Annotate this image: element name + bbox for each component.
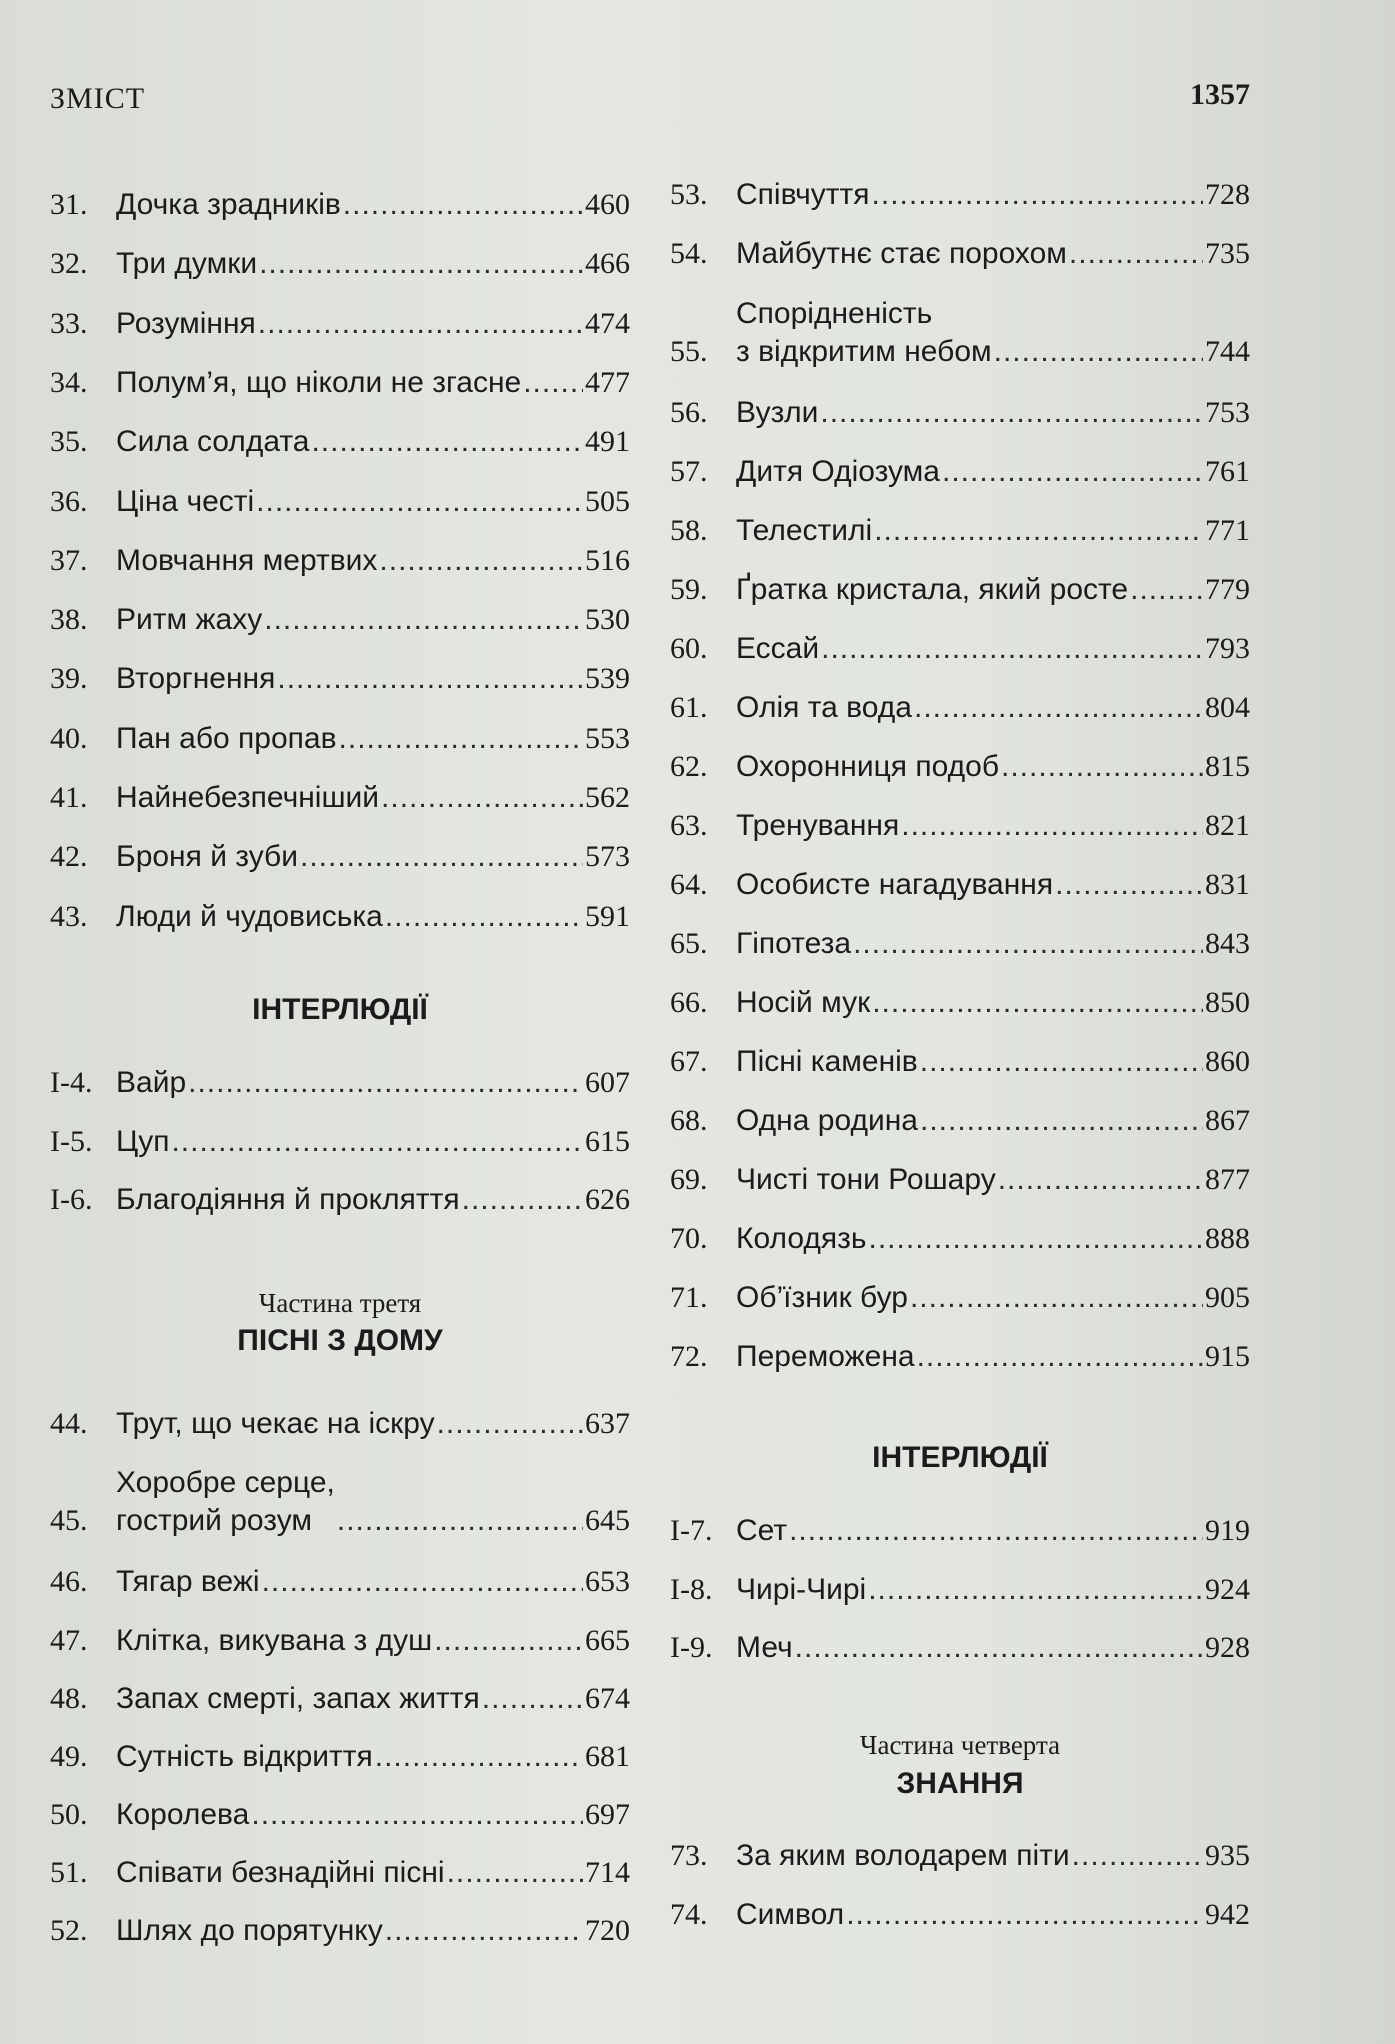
chapter-page-number: 915 bbox=[1205, 1340, 1250, 1373]
chapter-title-line1: Спорідненість bbox=[736, 297, 933, 330]
interludes-heading: ІНТЕРЛЮДІЇ bbox=[872, 1441, 1048, 1474]
toc-entry bbox=[670, 1896, 1250, 1934]
chapter-title: Найнебезпечніший bbox=[116, 781, 380, 814]
toc-entry bbox=[50, 1912, 630, 1950]
dot-leader bbox=[795, 1629, 1203, 1667]
dot-leader bbox=[869, 1220, 1203, 1258]
dot-leader bbox=[381, 779, 583, 817]
chapter-number: 60. bbox=[670, 632, 708, 665]
chapter-number: 72. bbox=[670, 1340, 708, 1373]
chapter-title: Ґратка кристала, який росте bbox=[736, 573, 1129, 606]
toc-entry bbox=[670, 1220, 1250, 1258]
chapter-page-number: 867 bbox=[1205, 1104, 1250, 1137]
toc-entry bbox=[50, 1064, 630, 1102]
chapter-page-number: 744 bbox=[1205, 335, 1250, 368]
chapter-page-number: 637 bbox=[585, 1407, 630, 1440]
chapter-number: 53. bbox=[670, 178, 708, 211]
toc-entry bbox=[670, 689, 1250, 727]
chapter-number: 61. bbox=[670, 691, 708, 724]
chapter-title: Сила солдата bbox=[116, 425, 310, 459]
chapter-page-number: 779 bbox=[1205, 573, 1250, 606]
toc-entry bbox=[50, 1464, 630, 1540]
chapter-title-line1: Хоробре серце, bbox=[116, 1466, 335, 1499]
dot-leader bbox=[300, 838, 583, 876]
dot-leader bbox=[820, 394, 1203, 432]
chapter-title: Особисте нагадування bbox=[736, 868, 1054, 901]
chapter-title: Три думки bbox=[116, 247, 258, 281]
chapter-title: Броня й зуби bbox=[116, 840, 298, 874]
chapter-number: I-5. bbox=[50, 1124, 93, 1158]
chapter-page-number: 935 bbox=[1205, 1839, 1250, 1872]
chapter-title: Тягар вежі bbox=[116, 1565, 260, 1598]
toc-entry bbox=[50, 542, 630, 580]
chapter-title: Гіпотеза bbox=[736, 927, 852, 960]
chapter-number: 35. bbox=[50, 425, 88, 459]
chapter-page-number: 477 bbox=[585, 365, 630, 399]
chapter-number: 32. bbox=[50, 247, 88, 281]
chapter-number: 71. bbox=[670, 1281, 708, 1314]
dot-leader bbox=[1072, 1837, 1203, 1875]
toc-entry bbox=[670, 1043, 1250, 1081]
chapter-number: I-6. bbox=[50, 1183, 93, 1216]
chapter-page-number: 562 bbox=[585, 781, 630, 814]
part-title: ЗНАННЯ bbox=[896, 1767, 1024, 1800]
chapter-number: 74. bbox=[670, 1898, 708, 1931]
dot-leader bbox=[188, 1064, 583, 1102]
toc-entry bbox=[670, 512, 1250, 550]
chapter-title: Запах смерті, запах життя bbox=[116, 1682, 480, 1715]
dot-leader bbox=[337, 1502, 583, 1540]
toc-entry bbox=[50, 660, 630, 698]
chapter-page-number: 720 bbox=[585, 1914, 630, 1947]
chapter-title: Дочка зрадників bbox=[116, 188, 341, 221]
dot-leader bbox=[872, 984, 1203, 1022]
dot-leader bbox=[434, 1622, 583, 1660]
chapter-title: Мовчання мертвих bbox=[116, 543, 378, 577]
toc-entry bbox=[50, 1680, 630, 1718]
chapter-title: Трут, що чекає на іскру bbox=[116, 1407, 435, 1440]
dot-leader bbox=[262, 1563, 583, 1601]
chapter-title: Сутність відкриття bbox=[116, 1740, 373, 1773]
chapter-number: 48. bbox=[50, 1682, 88, 1715]
toc-entry bbox=[50, 186, 630, 224]
chapter-page-number: 653 bbox=[585, 1565, 630, 1598]
toc-entry bbox=[670, 295, 1250, 371]
dot-leader bbox=[343, 186, 583, 224]
toc-entry bbox=[670, 925, 1250, 963]
chapter-number: 38. bbox=[50, 603, 88, 637]
chapter-number: 67. bbox=[670, 1045, 708, 1078]
chapter-title: Шлях до порятунку bbox=[116, 1914, 383, 1947]
chapter-page-number: 466 bbox=[585, 247, 630, 281]
toc-entry bbox=[670, 453, 1250, 491]
dot-leader bbox=[920, 1043, 1203, 1081]
chapter-title: гострий розум bbox=[116, 1504, 312, 1537]
dot-leader bbox=[901, 807, 1203, 845]
dot-leader bbox=[821, 630, 1203, 668]
chapter-page-number: 753 bbox=[1205, 396, 1250, 429]
chapter-page-number: 573 bbox=[585, 840, 630, 874]
chapter-page-number: 942 bbox=[1205, 1898, 1250, 1931]
dot-leader bbox=[251, 1796, 583, 1834]
chapter-number: I-4. bbox=[50, 1066, 93, 1099]
chapter-number: 64. bbox=[670, 868, 708, 901]
chapter-title: Об’їзник бур bbox=[736, 1281, 908, 1314]
dot-leader bbox=[482, 1680, 583, 1718]
toc-entry bbox=[670, 394, 1250, 432]
dot-leader bbox=[375, 1738, 583, 1776]
chapter-page-number: 924 bbox=[1205, 1572, 1250, 1606]
dot-leader bbox=[872, 176, 1203, 214]
chapter-page-number: 516 bbox=[585, 543, 630, 577]
chapter-number: 54. bbox=[670, 237, 708, 270]
dot-leader bbox=[998, 1161, 1203, 1199]
chapter-title-box bbox=[736, 295, 992, 371]
toc-entry bbox=[670, 866, 1250, 904]
toc-entry bbox=[50, 1563, 630, 1601]
toc-entry bbox=[670, 1837, 1250, 1875]
dot-leader bbox=[311, 423, 583, 461]
toc-entry bbox=[670, 748, 1250, 786]
chapter-page-number: 460 bbox=[585, 188, 630, 221]
chapter-title: Вузли bbox=[736, 396, 819, 429]
dot-leader bbox=[1055, 866, 1203, 904]
chapter-number: 43. bbox=[50, 899, 88, 933]
dot-leader bbox=[1130, 571, 1203, 609]
chapter-number: 37. bbox=[50, 543, 88, 577]
dot-leader bbox=[385, 898, 583, 936]
chapter-title: Ціна честі bbox=[116, 484, 255, 518]
chapter-page-number: 539 bbox=[585, 662, 630, 696]
chapter-page-number: 850 bbox=[1205, 986, 1250, 1019]
toc-entry bbox=[50, 779, 630, 817]
dot-leader bbox=[462, 1181, 583, 1219]
chapter-number: 51. bbox=[50, 1856, 88, 1889]
chapter-number: 73. bbox=[670, 1839, 708, 1872]
chapter-title: Люди й чудовиська bbox=[116, 899, 383, 933]
dot-leader bbox=[868, 1571, 1203, 1609]
chapter-page-number: 665 bbox=[585, 1624, 630, 1657]
chapter-title: Розуміння bbox=[116, 306, 256, 340]
chapter-title-box bbox=[116, 1464, 335, 1540]
toc-entry bbox=[50, 720, 630, 758]
chapter-title: Колодязь bbox=[736, 1222, 867, 1255]
chapter-number: 36. bbox=[50, 484, 88, 518]
chapter-title: Цуп bbox=[116, 1124, 170, 1158]
chapter-number: 57. bbox=[670, 455, 708, 488]
part-label: Частина третя bbox=[258, 1288, 422, 1318]
dot-leader bbox=[447, 1854, 583, 1892]
toc-entry bbox=[50, 1796, 630, 1834]
page-number: 1357 bbox=[1190, 78, 1250, 111]
toc-entry bbox=[670, 1279, 1250, 1317]
chapter-page-number: 553 bbox=[585, 721, 630, 755]
toc-entry bbox=[50, 1738, 630, 1776]
part-title: ПІСНІ З ДОМУ bbox=[237, 1324, 443, 1357]
toc-entry bbox=[50, 483, 630, 521]
chapter-page-number: 607 bbox=[585, 1066, 630, 1099]
toc-entry bbox=[670, 1629, 1250, 1667]
chapter-number: 40. bbox=[50, 721, 88, 755]
toc-entry bbox=[670, 1571, 1250, 1609]
chapter-number: 41. bbox=[50, 781, 88, 814]
toc-entry bbox=[670, 235, 1250, 273]
toc-entry bbox=[50, 1854, 630, 1892]
chapter-title: Вайр bbox=[116, 1066, 187, 1099]
chapter-title: Співати безнадійні пісні bbox=[116, 1856, 445, 1889]
chapter-title: Ессай bbox=[736, 632, 820, 665]
dot-leader bbox=[256, 483, 583, 521]
chapter-page-number: 928 bbox=[1205, 1631, 1250, 1664]
toc-entry bbox=[670, 1102, 1250, 1140]
dot-leader bbox=[846, 1896, 1203, 1934]
toc-entry bbox=[670, 1512, 1250, 1550]
dot-leader bbox=[171, 1123, 583, 1161]
toc-entry bbox=[50, 601, 630, 639]
chapter-number: 45. bbox=[50, 1504, 88, 1537]
chapter-title: Співчуття bbox=[736, 178, 870, 211]
chapter-number: 70. bbox=[670, 1222, 708, 1255]
chapter-title: Символ bbox=[736, 1898, 845, 1931]
chapter-number: 33. bbox=[50, 306, 88, 340]
toc-entry bbox=[50, 898, 630, 936]
dot-leader bbox=[917, 1338, 1203, 1376]
chapter-title: Вторгнення bbox=[116, 662, 276, 696]
chapter-page-number: 591 bbox=[585, 899, 630, 933]
dot-leader bbox=[853, 925, 1203, 963]
chapter-page-number: 615 bbox=[585, 1124, 630, 1158]
chapter-title: Носій мук bbox=[736, 986, 871, 1019]
toc-entry bbox=[50, 1622, 630, 1660]
chapter-number: 50. bbox=[50, 1798, 88, 1831]
chapter-title: Королева bbox=[116, 1798, 250, 1831]
toc-entry bbox=[670, 1338, 1250, 1376]
dot-leader bbox=[874, 512, 1203, 550]
dot-leader bbox=[379, 542, 583, 580]
dot-leader bbox=[789, 1512, 1203, 1550]
chapter-title: Сет bbox=[736, 1514, 788, 1547]
toc-entry bbox=[670, 807, 1250, 845]
chapter-page-number: 728 bbox=[1205, 178, 1250, 211]
chapter-page-number: 860 bbox=[1205, 1045, 1250, 1078]
chapter-title: Чирі-Чирі bbox=[736, 1572, 867, 1606]
dot-leader bbox=[264, 601, 583, 639]
chapter-page-number: 919 bbox=[1205, 1514, 1250, 1547]
chapter-title: Пісні каменів bbox=[736, 1045, 918, 1078]
chapter-number: 65. bbox=[670, 927, 708, 960]
chapter-page-number: 714 bbox=[585, 1856, 630, 1889]
chapter-page-number: 815 bbox=[1205, 750, 1250, 783]
toc-entry bbox=[50, 364, 630, 402]
chapter-title: Благодіяння й прокляття bbox=[116, 1183, 460, 1216]
dot-leader bbox=[1069, 235, 1203, 273]
chapter-title: Одна родина bbox=[736, 1104, 918, 1137]
toc-entry bbox=[50, 245, 630, 283]
dot-leader bbox=[437, 1405, 583, 1443]
chapter-page-number: 505 bbox=[585, 484, 630, 518]
toc-entry bbox=[670, 1161, 1250, 1199]
chapter-title: Тренування bbox=[736, 809, 900, 842]
dot-leader bbox=[994, 333, 1203, 371]
chapter-page-number: 843 bbox=[1205, 927, 1250, 960]
chapter-page-number: 888 bbox=[1205, 1222, 1250, 1255]
dot-leader bbox=[910, 1279, 1203, 1317]
dot-leader bbox=[339, 720, 583, 758]
chapter-number: I-7. bbox=[670, 1514, 713, 1547]
chapter-title: Дитя Одіозума bbox=[736, 455, 940, 488]
chapter-number: 34. bbox=[50, 365, 88, 399]
chapter-number: 69. bbox=[670, 1163, 708, 1196]
chapter-number: 46. bbox=[50, 1565, 88, 1598]
dot-leader bbox=[277, 660, 583, 698]
toc-entry bbox=[50, 838, 630, 876]
toc-entry bbox=[50, 423, 630, 461]
chapter-number: I-8. bbox=[670, 1572, 713, 1606]
chapter-page-number: 793 bbox=[1205, 632, 1250, 665]
chapter-title: Меч bbox=[736, 1631, 793, 1664]
toc-entry bbox=[670, 571, 1250, 609]
chapter-number: 44. bbox=[50, 1407, 88, 1440]
chapter-page-number: 821 bbox=[1205, 809, 1250, 842]
chapter-title: Пан або пропав bbox=[116, 721, 337, 755]
chapter-number: 68. bbox=[670, 1104, 708, 1137]
chapter-page-number: 645 bbox=[585, 1504, 630, 1537]
chapter-page-number: 491 bbox=[585, 425, 630, 459]
chapter-title: Ритм жаху bbox=[116, 603, 263, 637]
chapter-title: Переможена bbox=[736, 1340, 915, 1373]
toc-entry bbox=[670, 176, 1250, 214]
chapter-page-number: 761 bbox=[1205, 455, 1250, 488]
part-label: Частина четверта bbox=[859, 1730, 1061, 1760]
toc-entry bbox=[50, 1123, 630, 1161]
toc-entry bbox=[670, 984, 1250, 1022]
chapter-number: 58. bbox=[670, 514, 708, 547]
chapter-number: 55. bbox=[670, 335, 708, 368]
toc-entry bbox=[50, 1181, 630, 1219]
chapter-page-number: 474 bbox=[585, 306, 630, 340]
chapter-number: I-9. bbox=[670, 1631, 713, 1664]
chapter-title: За яким володарем піти bbox=[736, 1839, 1070, 1872]
dot-leader bbox=[259, 245, 583, 283]
chapter-title: з відкритим небом bbox=[736, 335, 992, 368]
toc-entry bbox=[50, 1405, 630, 1443]
toc-entry bbox=[50, 305, 630, 343]
chapter-page-number: 530 bbox=[585, 603, 630, 637]
running-head: ЗМІСТ bbox=[50, 82, 146, 115]
chapter-title: Полум’я, що ніколи не згасне bbox=[116, 365, 522, 399]
chapter-number: 56. bbox=[670, 396, 708, 429]
chapter-number: 31. bbox=[50, 188, 88, 221]
chapter-number: 42. bbox=[50, 840, 88, 874]
chapter-title: Чисті тони Рошару bbox=[736, 1163, 996, 1196]
chapter-page-number: 771 bbox=[1205, 514, 1250, 547]
dot-leader bbox=[385, 1912, 583, 1950]
interludes-heading: ІНТЕРЛЮДІЇ bbox=[252, 993, 428, 1026]
dot-leader bbox=[942, 453, 1203, 491]
chapter-page-number: 905 bbox=[1205, 1281, 1250, 1314]
chapter-number: 62. bbox=[670, 750, 708, 783]
dot-leader bbox=[920, 1102, 1203, 1140]
dot-leader bbox=[914, 689, 1203, 727]
chapter-page-number: 735 bbox=[1205, 237, 1250, 270]
chapter-title: Клітка, викувана з душ bbox=[116, 1624, 433, 1657]
chapter-number: 49. bbox=[50, 1740, 88, 1773]
chapter-number: 39. bbox=[50, 662, 88, 696]
dot-leader bbox=[523, 364, 583, 402]
chapter-page-number: 804 bbox=[1205, 691, 1250, 724]
chapter-page-number: 877 bbox=[1205, 1163, 1250, 1196]
chapter-number: 47. bbox=[50, 1624, 88, 1657]
chapter-title: Охоронниця подоб bbox=[736, 750, 1000, 783]
chapter-page-number: 626 bbox=[585, 1183, 630, 1216]
toc-entry bbox=[670, 630, 1250, 668]
chapter-title: Телестилі bbox=[736, 514, 873, 547]
chapter-number: 66. bbox=[670, 986, 708, 1019]
dot-leader bbox=[1001, 748, 1203, 786]
chapter-number: 63. bbox=[670, 809, 708, 842]
chapter-page-number: 697 bbox=[585, 1798, 630, 1831]
chapter-title: Олія та вода bbox=[736, 691, 912, 724]
chapter-number: 59. bbox=[670, 573, 708, 606]
chapter-number: 52. bbox=[50, 1914, 88, 1947]
chapter-page-number: 681 bbox=[585, 1740, 630, 1773]
chapter-title: Майбутнє стає порохом bbox=[736, 237, 1067, 270]
dot-leader bbox=[258, 305, 583, 343]
chapter-page-number: 831 bbox=[1205, 868, 1250, 901]
chapter-page-number: 674 bbox=[585, 1682, 630, 1715]
